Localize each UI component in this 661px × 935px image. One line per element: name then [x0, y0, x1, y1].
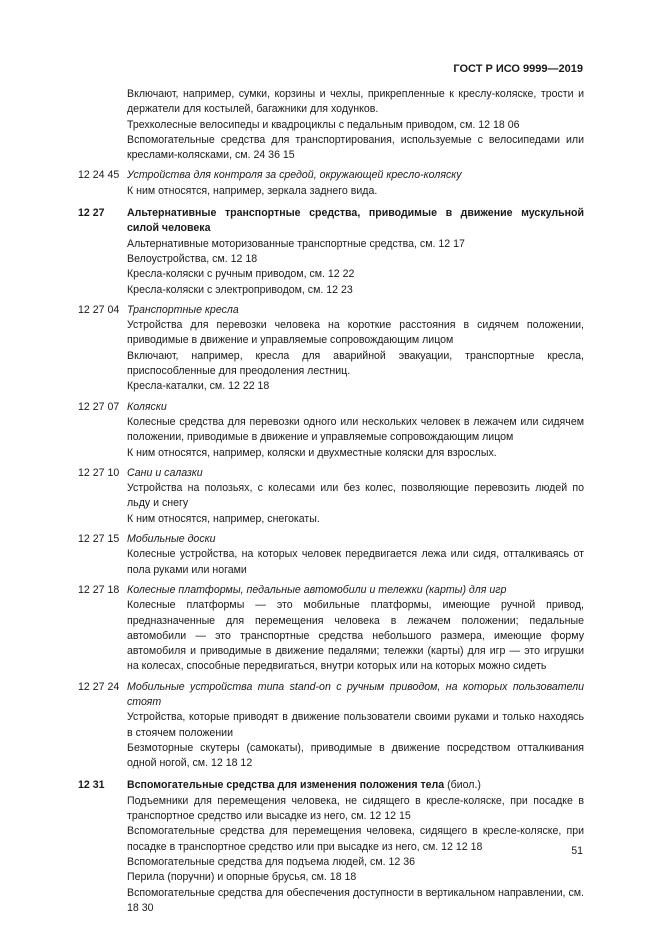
- body-line: Вспомогательные средства для подъема людей, см. 12 36: [127, 855, 416, 868]
- entry-12-24-45: [78, 168, 584, 199]
- entry-12-27: [78, 206, 584, 298]
- intro-block: [78, 87, 584, 163]
- entry-12-27-07: [78, 400, 584, 461]
- body-line: Безмоторные скутеры (самокаты), приводимые в движение посредством отталкивания одной ногой, см. 12 18 12: [127, 741, 584, 770]
- entry-12-27-15: [78, 532, 584, 578]
- body-line: К ним относятся, например, коляски и двухместные коляски для взрослых.: [127, 446, 497, 459]
- body-line: Вспомогательные средства для перемещения человека, сидящего в кресле-коляске, при посадке в транспортное средство или при высадке из него, см. 12 12 18: [127, 825, 584, 853]
- body-line: Устройства, которые приводят в движение пользователи своими руками и только находясь в стоячем положении: [127, 711, 584, 739]
- body-line: Кресла-каталки, см. 12 22 18: [127, 380, 270, 393]
- entry-code: 12 27 15: [78, 533, 120, 546]
- entry-12-31: [78, 778, 584, 916]
- body-line: Вспомогательные средства для транспортирования, используемые с велосипедами или креслами-колясками, см. 24 36 15: [127, 133, 584, 162]
- body-line: Колесные платформы — это мобильные платформы, имеющие ручной привод, предназначенные для перемещения человека в лежачем положении; педальные автомобили — это транспортные средства небольшого размера, имеющие форму автомобиля и приводимые в движение педалями; тележки (карты) для игр — это игрушки на колесах, способные передвигаться, внутри которых или на которых можно сидеть: [127, 599, 584, 673]
- body-line: Альтернативные моторизованные транспортные средства, см. 12 17: [127, 237, 465, 250]
- entry-code: 12 31: [78, 779, 105, 792]
- entry-title: Мобильные доски: [127, 533, 216, 546]
- entry-code: 12 24 45: [78, 169, 120, 182]
- entry-code: 12 27 10: [78, 466, 120, 479]
- entry-12-27-10: [78, 466, 584, 527]
- body-line: Колесные устройства, на которых человек передвигается лежа или сидя, отталкиваясь от пола руками или ногами: [127, 548, 584, 576]
- body-line: Устройства на полозьях, с колесами или без колес, позволяющие перевозить людей по льду и снегу: [127, 482, 584, 510]
- body-line: Колесные средства для перевозки одного или нескольких человек в лежачем или сидячем положении, приводимые в движение и управляемые сопровождающим лицом: [127, 415, 584, 444]
- entry-12-27-24: [78, 680, 584, 772]
- body-line: Перила (поручни) и опорные брусья, см. 18 18: [127, 871, 357, 884]
- entry-code: 12 27 07: [78, 400, 120, 413]
- body-line: Кресла-коляски с ручным приводом, см. 12 22: [127, 268, 355, 281]
- entry-title: Альтернативные транспортные средства, приводимые в движение мускульной силой человека: [127, 207, 584, 235]
- entry-12-27-04: [78, 303, 584, 395]
- body-line: К ним относятся, например, снегокаты.: [127, 512, 320, 525]
- document-standard-header: ГОСТ Р ИСО 9999—2019: [453, 63, 583, 75]
- entry-title-line: [127, 778, 584, 793]
- entry-code: 12 27 04: [78, 303, 120, 316]
- entry-title: Вспомогательные средства для изменения положения тела: [127, 779, 445, 792]
- body-line: Кресла-коляски с электроприводом, см. 12 23: [127, 283, 353, 296]
- body-line: Велоустройства, см. 12 18: [127, 252, 258, 265]
- entry-title: Устройства для контроля за средой, окружающей кресло-коляску: [127, 169, 462, 182]
- entry-title-suffix: (биол.): [444, 779, 481, 792]
- page-number: 51: [571, 845, 583, 857]
- body-line: Вспомогательные средства для обеспечения доступности в вертикальном направлении, см. 18 30: [127, 886, 584, 914]
- entry-title: Коляски: [127, 400, 167, 413]
- entry-title: Колесные платформы, педальные автомобили и тележки (карты) для игр: [127, 583, 507, 596]
- entry-title: Мобильные устройства типа stand-on с ручным приводом, на которых пользователи стоят: [127, 680, 584, 708]
- entry-title: Транспортные кресла: [127, 303, 239, 316]
- body-line: К ним относятся, например, зеркала заднего вида.: [127, 184, 378, 197]
- body-line: Устройства для перевозки человека на короткие расстояния в сидячем положении, приводимые в движение и управляемые сопровождающим лицом: [127, 319, 584, 347]
- entry-code: 12 27 24: [78, 680, 120, 693]
- entry-code: 12 27: [78, 207, 105, 220]
- body-line: Включают, например, сумки, корзины и чехлы, прикрепленные к креслу-коляске, трости и держатели для костылей, багажники для ходунков.: [127, 88, 584, 116]
- body-line: Подъемники для перемещения человека, не сидящего в кресле-коляске, при посадке в транспортное средство или высадке из него, см. 12 12 15: [127, 794, 584, 823]
- body-line: Включают, например, кресла для аварийной эвакуации, транспортные кресла, приспособленные для преодоления лестниц.: [127, 349, 584, 378]
- entry-code: 12 27 18: [78, 583, 120, 596]
- document-body: [78, 87, 584, 921]
- entry-12-27-18: [78, 583, 584, 675]
- body-line: Трехколесные велосипеды и квадроциклы с педальным приводом, см. 12 18 06: [127, 118, 520, 131]
- entry-title: Сани и салазки: [127, 466, 203, 479]
